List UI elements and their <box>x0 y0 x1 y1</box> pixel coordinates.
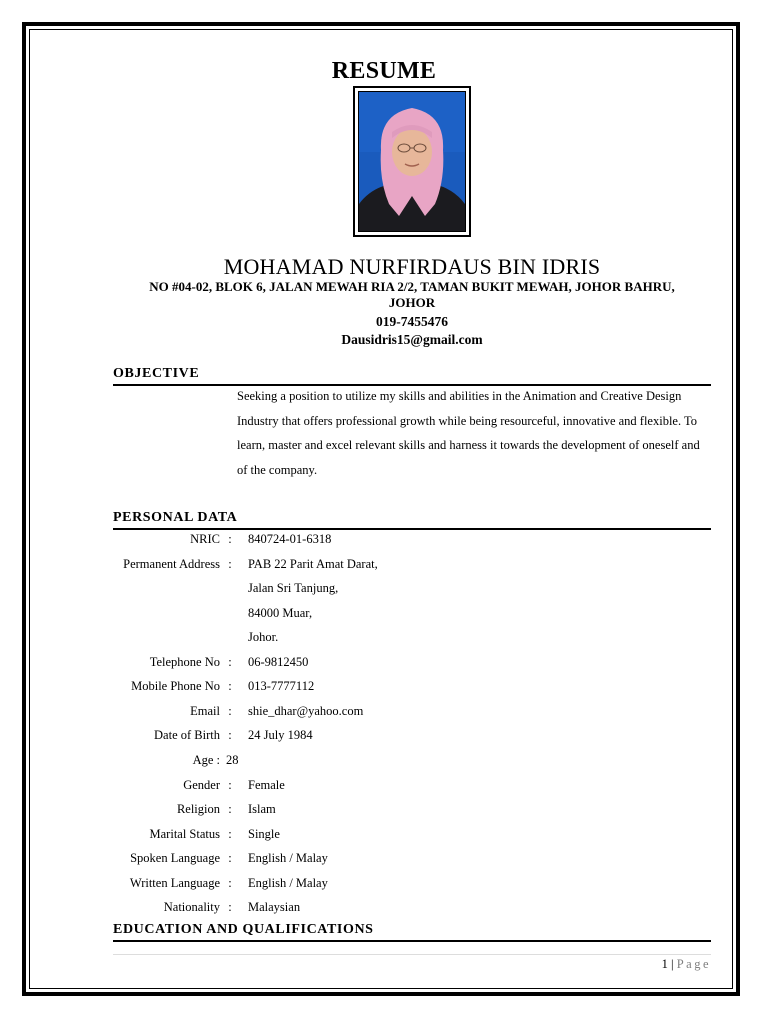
personal-data-value: PAB 22 Parit Amat Darat, <box>248 556 378 571</box>
applicant-email: Dausidris15@gmail.com <box>341 332 483 347</box>
page-footer <box>662 957 711 972</box>
personal-data-value: Jalan Sri Tanjung, <box>248 581 339 596</box>
personal-data-row <box>113 527 673 551</box>
personal-data-label: Nationality <box>163 900 220 915</box>
personal-data-value: 840724-01-6318 <box>248 532 332 546</box>
personal-data-value: 28 <box>226 752 239 767</box>
personal-data-row <box>113 895 673 919</box>
personal-data-value: 24 July 1984 <box>248 728 313 743</box>
applicant-phone: 019-7455476 <box>376 314 448 329</box>
applicant-name: MOHAMAD NURFIRDAUS BIN IDRIS <box>223 254 601 279</box>
personal-data-label: Date of Birth <box>154 728 220 743</box>
personal-data-row <box>113 846 673 870</box>
personal-data-value: Johor. <box>248 630 279 645</box>
personal-data-colon: : <box>228 532 232 546</box>
personal-data-value: English / Malay <box>248 875 328 890</box>
personal-data-colon: : <box>228 826 232 841</box>
personal-data-row <box>113 552 673 576</box>
profile-photo <box>358 91 466 232</box>
personal-data-label: Mobile Phone No <box>131 679 220 694</box>
personal-data-label: Telephone No <box>149 654 220 669</box>
personal-data-colon: : <box>228 802 232 817</box>
personal-data-value: Single <box>248 826 280 841</box>
personal-data-label: NRIC <box>190 532 220 546</box>
applicant-address <box>120 279 704 311</box>
page-label: Page <box>676 957 711 971</box>
personal-data-colon: : <box>228 679 232 694</box>
personal-data-value: Islam <box>248 802 276 817</box>
personal-data-colon: : <box>228 703 232 718</box>
page-number: 1 <box>661 957 668 971</box>
profile-photo-image <box>359 92 465 231</box>
education-rule <box>113 940 711 942</box>
personal-data-row <box>113 699 673 723</box>
objective-text: Seeking a position to utilize my skills and abilities in the Animation and Creative Design Industry that offers professional growth while being resourceful, innovative and flexible. To learn, master and excel relevant skills and harness it towards the development of oneself and of the company. <box>237 389 700 477</box>
resume-title: RESUME <box>331 58 437 84</box>
personal-data-row <box>113 625 673 649</box>
footer-rule <box>113 954 711 955</box>
personal-data-row <box>113 822 673 846</box>
personal-data-value: 013-7777112 <box>248 679 315 694</box>
personal-data-row <box>113 601 673 625</box>
personal-data-row <box>113 650 673 674</box>
personal-data-colon: : <box>228 654 232 669</box>
personal-data-value: English / Malay <box>248 851 328 866</box>
personal-data-row <box>113 674 673 698</box>
personal-data-row <box>113 748 673 772</box>
education-heading: EDUCATION AND QUALIFICATIONS <box>113 922 374 937</box>
page-separator: | <box>671 957 674 971</box>
personal-data-label: Permanent Address <box>123 556 220 571</box>
objective-heading: OBJECTIVE <box>113 366 200 381</box>
personal-data-label: Age : <box>192 752 220 767</box>
personal-data-row <box>113 797 673 821</box>
personal-data-value: Malaysian <box>248 900 301 915</box>
personal-data-colon: : <box>228 777 232 792</box>
personal-data-label: Written Language <box>129 875 220 890</box>
personal-data-label: Gender <box>183 777 220 792</box>
personal-data-label: Marital Status <box>149 826 220 841</box>
personal-data-colon: : <box>228 900 232 915</box>
address-line-1: NO #04-02, BLOK 6, JALAN MEWAH RIA 2/2, TAMAN BUKIT MEWAH, JOHOR BAHRU, <box>149 279 675 294</box>
personal-data-value: Female <box>248 777 285 792</box>
personal-data-colon: : <box>228 556 232 571</box>
personal-data-colon: : <box>228 875 232 890</box>
personal-data-value: 06-9812450 <box>248 654 309 669</box>
personal-data-row <box>113 576 673 600</box>
personal-data-value: shie_dhar@yahoo.com <box>248 703 364 718</box>
personal-data-row <box>113 871 673 895</box>
personal-data-row <box>113 723 673 747</box>
personal-data-row <box>113 773 673 797</box>
address-line-2: JOHOR <box>388 295 436 310</box>
personal-data-value: 84000 Muar, <box>248 605 313 620</box>
profile-photo-frame <box>353 86 471 237</box>
personal-data-heading: PERSONAL DATA <box>113 510 238 525</box>
personal-data-label: Spoken Language <box>130 851 220 866</box>
personal-data-label: Email <box>190 703 220 718</box>
personal-data-label: Religion <box>176 802 220 817</box>
personal-data-colon: : <box>228 728 232 743</box>
personal-data-colon: : <box>228 851 232 866</box>
